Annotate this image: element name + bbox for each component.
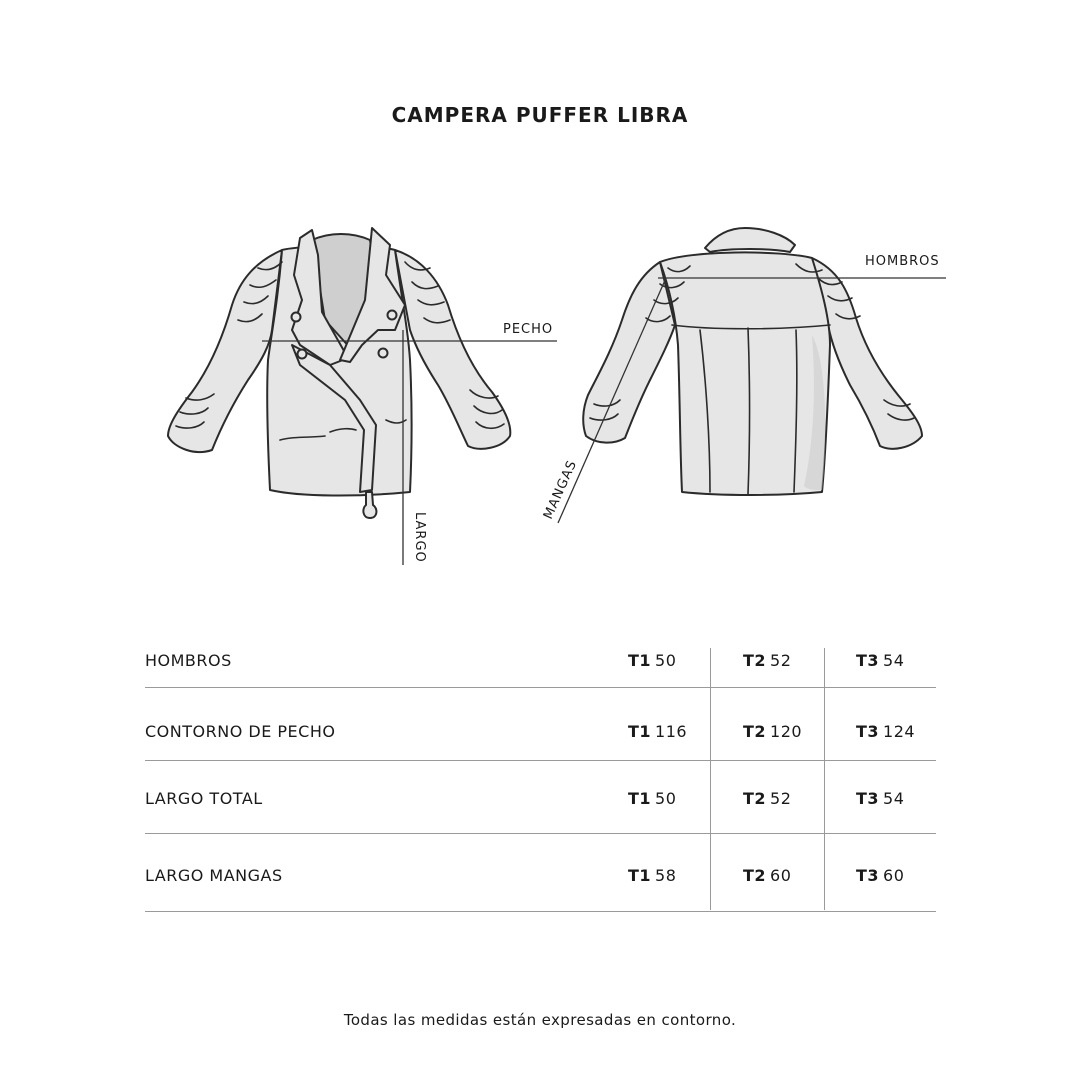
size-cell	[628, 789, 676, 808]
row-label: HOMBROS	[145, 651, 232, 670]
size-cell	[856, 789, 904, 808]
size-code: T1	[628, 866, 652, 885]
table-row	[145, 688, 936, 761]
size-value: 60	[883, 866, 905, 885]
size-value: 50	[655, 651, 677, 670]
size-value: 54	[883, 789, 905, 808]
size-value: 120	[770, 722, 803, 741]
size-value: 124	[883, 722, 916, 741]
table-row	[145, 834, 936, 912]
size-cell	[856, 866, 904, 885]
size-table	[145, 630, 936, 912]
size-value: 116	[655, 722, 688, 741]
mangas-label: MANGAS	[540, 457, 581, 522]
size-cell	[743, 789, 791, 808]
size-code: T2	[743, 789, 767, 808]
row-label: LARGO TOTAL	[145, 789, 263, 808]
size-cell	[628, 866, 676, 885]
size-cell	[743, 866, 791, 885]
table-row	[145, 630, 936, 688]
row-label: CONTORNO DE PECHO	[145, 722, 336, 741]
table-row	[145, 761, 936, 834]
size-value: 52	[770, 789, 792, 808]
size-code: T3	[856, 722, 880, 741]
mangas-measure-line	[558, 278, 666, 523]
size-value: 58	[655, 866, 677, 885]
size-cell	[743, 651, 791, 670]
size-cell	[743, 722, 802, 741]
size-value: 54	[883, 651, 905, 670]
size-code: T1	[628, 651, 652, 670]
size-code: T3	[856, 789, 880, 808]
size-value: 60	[770, 866, 792, 885]
hombros-label: HOMBROS	[865, 254, 940, 269]
pecho-label: PECHO	[503, 322, 554, 337]
size-code: T3	[856, 866, 880, 885]
size-code: T3	[856, 651, 880, 670]
size-code: T2	[743, 722, 767, 741]
footer-note: Todas las medidas están expresadas en contorno.	[343, 1011, 737, 1029]
size-code: T1	[628, 722, 652, 741]
largo-label: LARGO	[412, 512, 427, 563]
size-value: 50	[655, 789, 677, 808]
size-cell	[856, 722, 915, 741]
row-label: LARGO MANGAS	[145, 866, 283, 885]
size-cell	[856, 651, 904, 670]
size-cell	[628, 722, 687, 741]
size-code: T2	[743, 866, 767, 885]
size-cell	[628, 651, 676, 670]
size-value: 52	[770, 651, 792, 670]
jacket-front-view	[168, 228, 510, 518]
size-code: T1	[628, 789, 652, 808]
page-title: CAMPERA PUFFER LIBRA	[391, 103, 689, 127]
size-code: T2	[743, 651, 767, 670]
